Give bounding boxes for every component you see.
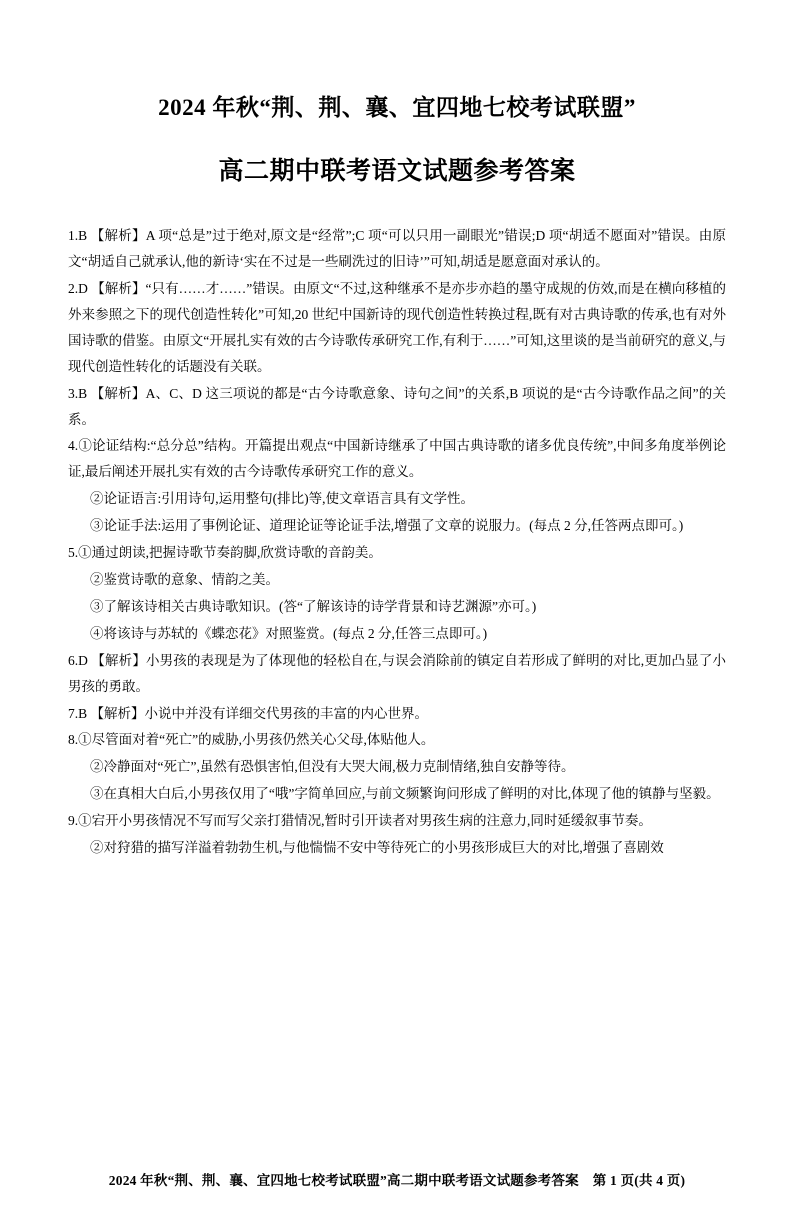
answer-item: 9.①宕开小男孩情况不写而写父亲打猎情况,暂时引开读者对男孩生病的注意力,同时延缓叙事节奏。 xyxy=(68,813,652,829)
document-title-line-2: 高二期中联考语文试题参考答案 xyxy=(218,158,576,186)
document-title-line-1: 2024 年秋“荆、荆、襄、宜四地七校考试联盟” xyxy=(158,95,636,120)
page-footer xyxy=(0,1169,794,1189)
answer-item: 1.B 【解析】A 项“总是”过于绝对,原文是“经常”;C 项“可以只用一副眼光”错误;D 项“胡适不愿面对”错误。由原文“胡适自己就承认,他的新诗‘实在不过是一些刷洗过的旧诗’”可知,胡适是愿意面对承认的。 xyxy=(68,228,726,270)
answer-subpoint: ③了解该诗相关古典诗歌知识。(答“了解该诗的诗学背景和诗艺渊源”亦可。) xyxy=(90,598,537,614)
answer-item: 3.B 【解析】A、C、D 这三项说的都是“古今诗歌意象、诗句之间”的关系,B 项说的是“古今诗歌作品之间”的关系。 xyxy=(68,385,726,427)
answer-item: 4.①论证结构:“总分总”结构。开篇提出观点“中国新诗继承了中国古典诗歌的诸多优良传统”,中间多角度举例论证,最后阐述开展扎实有效的古今诗歌传承研究工作的意义。 xyxy=(68,438,726,480)
answer-subpoint: ②鉴赏诗歌的意象、情韵之美。 xyxy=(90,571,279,587)
answer-subpoint: ②冷静面对“死亡”,虽然有恐惧害怕,但没有大哭大闹,极力克制情绪,独自安静等待。 xyxy=(90,759,575,775)
footer-title: 2024 年秋“荆、荆、襄、宜四地七校考试联盟”高二期中联考语文试题参考答案 xyxy=(108,1173,579,1188)
answer-subpoint: ②对狩猎的描写洋溢着勃勃生机,与他惴惴不安中等待死亡的小男孩形成巨大的对比,增强了喜剧效 xyxy=(90,840,664,856)
answer-item: 2.D 【解析】“只有……才……”错误。由原文“不过,这种继承不是亦步亦趋的墨守成规的仿效,而是在横向移植的外来参照之下的现代创造性转化”可知,20 世纪中国新诗的现代创造性转换过程,既有对古典诗歌的传承,也有对外国诗歌的借鉴。由原文“开展扎实有效的古今诗歌传承研究工作,有利于……”可知,这里谈的是当前研究的意义,与现代创造性转化的话题没有关联。 xyxy=(68,281,726,374)
answer-subpoint: ④将该诗与苏轼的《蝶恋花》对照鉴赏。(每点 2 分,任答三点即可。) xyxy=(90,625,488,641)
answer-subpoint: ③论证手法:运用了事例论证、道理论证等论证手法,增强了文章的说服力。(每点 2 分,任答两点即可。) xyxy=(90,518,684,534)
answer-subpoint: ③在真相大白后,小男孩仅用了“哦”字简单回应,与前文频繁询问形成了鲜明的对比,体现了他的镇静与坚毅。 xyxy=(90,786,720,802)
document-page xyxy=(0,92,794,1215)
answer-item: 5.①通过朗读,把握诗歌节奏韵脚,欣赏诗歌的音韵美。 xyxy=(68,545,382,561)
answers-body xyxy=(68,223,726,861)
footer-page-number: 第 1 页(共 4 页) xyxy=(592,1173,686,1188)
answer-subpoint: ②论证语言:引用诗句,运用整句(排比)等,使文章语言具有文学性。 xyxy=(90,491,474,507)
answer-item: 7.B 【解析】小说中并没有详细交代男孩的丰富的内心世界。 xyxy=(68,705,429,721)
answer-item: 8.①尽管面对着“死亡”的威胁,小男孩仍然关心父母,体贴他人。 xyxy=(68,732,435,748)
answer-item: 6.D 【解析】小男孩的表现是为了体现他的轻松自在,与误会消除前的镇定自若形成了鲜明的对比,更加凸显了小男孩的勇敢。 xyxy=(68,652,726,694)
